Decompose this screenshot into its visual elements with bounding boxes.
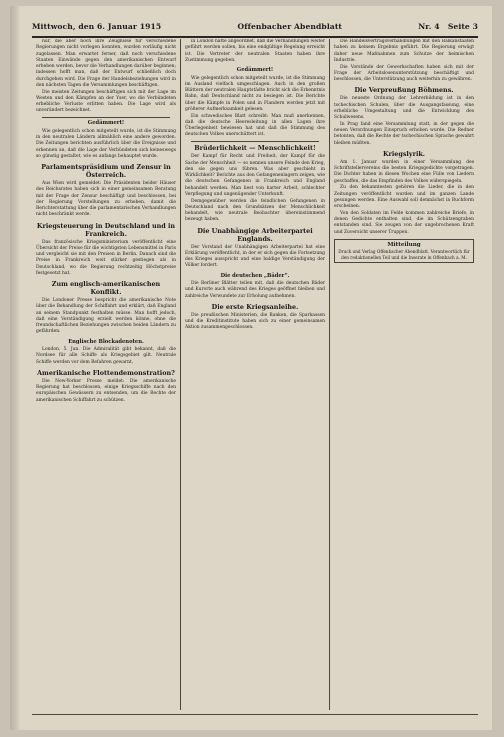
article-paragraph: Der Kampf für Recht und Freiheit, der Kampf für die Sache der Menschheit — so nennen unsere Feinde den Krieg, den sie gegen uns führen. Was aber geschieht in Wirklichkeit? Berichte aus den Gefangenenlagern zeigen, wie die deutschen Gefangenen in Frankreich und England behandelt werden. Man liest von harter Arbeit, schlechter Verpflegung und ungenügender Unterkunft.: [185, 154, 325, 197]
article-subheadline: Gedämmert!: [87, 120, 125, 127]
masthead-date: Mittwoch, den 6. Januar 1915: [32, 22, 162, 31]
article-headline: Die erste Kriegsanleihe.: [211, 302, 299, 311]
newspaper-page: [10, 6, 492, 730]
notice-text: Druck und Verlag Offenbacher Abendblatt. Verantwortlich für den redaktionellen Teil und die Inserate in Offenbach a. M.: [338, 248, 470, 260]
article-paragraph: Wie gelegentlich schon mitgeteilt wurde, ist die Stimmung im Ausland vielfach umgeschlagen. Auch in den großen Blättern der neutralen Hauptstädte bricht sich die Erkenntnis Bahn, daß Deutschland nicht zu besiegen ist. Die Berichte über die Kämpfe in Polen und in Flandern werden jetzt mit größerer Aufmerksamkeit gelesen.: [185, 75, 325, 112]
article-subheadline: Die deutschen „Bäder“.: [220, 272, 290, 279]
article-headline: Parlamentspräsidium und Zensur in Österreich.: [41, 163, 171, 180]
article-headline: Amerikanische Flottendemonstration?: [37, 368, 175, 377]
article-headline: Die Verpreußung Böhmens.: [354, 86, 454, 95]
article-subheadline: Gedämmert!: [236, 67, 274, 73]
article-paragraph: Von den Soldaten im Felde kommen zahlreiche Briefe, in denen Gedichte enthalten sind, die im Schützengraben entstanden sind. Sie zeugen von der ungebrochenen Kraft und Zuversicht unserer Truppen.: [334, 210, 474, 235]
article-paragraph: Zu den bekanntesten gehören die Lieder, die in den Zeitungen veröffentlicht wurden und im ganzen Lande gesungen werden. Eine Auswahl soll demnächst in Buchform erscheinen.: [334, 185, 474, 209]
article-paragraph: Am 1. Januar wurden in einer Versammlung des Schriftstellervereins die besten Kriegsgedichte vorgetragen. Die Dichter haben in diesen Wochen eine Fülle von Liedern geschaffen, die das Empfinden des Volkes widerspiegeln.: [334, 159, 474, 184]
article-paragraph: Der Vorstand der Unabhängigen Arbeiterpartei hat eine Erklärung veröffentlicht, in der er sich gegen die Fortsetzung des Krieges ausspricht und eine baldige Verständigung der Völker fordert.: [185, 244, 325, 269]
column-2: [180, 39, 329, 710]
article-paragraph: Ein schwedisches Blatt schreibt: Man muß anerkennen, daß die deutsche Heeresleitung in allen Lagen ihre Überlegenheit bewiesen hat und daß die Stimmung des deutschen Volkes unerschüttert ist.: [185, 113, 325, 138]
article-paragraph: nur, die aber noch ihre Zeugnisse für verschiedene Regierungen nicht vorlegen konnten, wurden vorläufig nicht zugelassen. Man erwartet ferner, daß noch verschiedene Staaten Einwände gegen den amerikanischen Entwurf erheben werden, bevor die Verhandlungen darüber beginnen; indessen hofft man, daß der Entwurf schließlich doch durchgehen wird. Die Frage der Handelsbeziehungen wird in den nächsten Tagen die Versammlungen beschäftigen.: [36, 39, 176, 88]
article-paragraph: Die Vorstände der Gewerkschaften haben sich mit der Frage der Arbeitslosenunterstützung beschäftigt und beschlossen, die Unterstützung auch weiterhin zu gewähren.: [334, 64, 474, 82]
masthead-rule: [32, 36, 478, 38]
article-paragraph: Die preußischen Ministerien, die Banken, die Sparkassen und die Kreditinstitute haben sich zu einer gemeinsamen Aktion zusammengeschlossen.: [185, 312, 325, 331]
article-paragraph: Die Londoner Presse bespricht die amerikanische Note über die Behandlung der Schiffahrt und erklärt, daß England an seinem Standpunkt festhalten müsse. Man hofft jedoch, daß eine Verständigung erzielt werden könne, ohne die freundschaftlichen Beziehungen zwischen beiden Ländern zu gefährden.: [36, 298, 176, 335]
article-paragraph: Die meisten Zeitungen beschäftigen sich mit der Lage im Westen und den Kämpfen an der Yser, wo die Verbündeten erhebliche Verluste erlitten haben. Die Lage wird als unverändert bezeichnet.: [36, 89, 176, 114]
article-headline: Kriegslyrik.: [382, 149, 426, 158]
masthead-title: Offenbacher Abendblatt: [237, 22, 343, 31]
article-paragraph: Die New-Yorker Presse meldet: Die amerikanische Regierung hat beschlossen, einige Kriegsschiffe nach den europäischen Gewässern zu entsenden, um die Rechte der amerikanischen Schiffahrt zu schützen.: [36, 378, 176, 403]
article-paragraph: Die Berliner Blätter teilen mit, daß die deutschen Bäder und Kurorte auch während des Krieges geöffnet bleiben und zahlreiche Verwundete zur Erholung aufnehmen.: [185, 281, 325, 299]
section-divider: [42, 117, 170, 118]
article-paragraph: London, 5. Jan. Die Admiralität gibt bekannt, daß die Nordsee für alle Schiffe als Kriegsgebiet gilt. Neutrale Schiffe werden vor dem Befahren gewarnt.: [36, 347, 176, 365]
article-paragraph: Wie gelegentlich schon mitgeteilt wurde, ist die Stimmung in den neutralen Ländern allmählich eine andere geworden. Die Zeitungen berichten ausführlich über die Ereignisse und erkennen an, daß die Lage der Verbündeten sich keineswegs so günstig gestaltet, wie es anfangs behauptet wurde.: [36, 128, 176, 159]
article-paragraph: In Prag fand eine Versammlung statt, in der gegen die neuen Verordnungen Einspruch erhoben wurde. Die Redner betonten, daß die Rechte der tschechischen Sprache gewahrt bleiben müßten.: [334, 121, 474, 146]
article-paragraph: Aus Wien wird gemeldet: Die Präsidenten beider Häuser des Reichsrates haben sich in einer gemeinsamen Beratung mit der Frage der Zensur beschäftigt und beschlossen, bei der Regierung Vorstellungen zu erheben, damit die Berichterstattung über die parlamentarischen Verhandlungen nicht beschränkt werde.: [36, 181, 176, 218]
page-edge: [10, 6, 20, 730]
article-paragraph: Die neueste Ordnung der Lehrerbildung ist in den tschechischen Schulen, über die Ausgangsfassung, eine erhebliche Umgestaltung und die Entwicklung des Schulwesens.: [334, 96, 474, 120]
column-1: [32, 39, 180, 710]
section-divider: [191, 141, 319, 142]
article-headline: Kriegsteuerung in Deutschland und in Frankreich.: [36, 221, 176, 238]
article-headline: Die Unabhängige Arbeiterpartei Englands.: [197, 226, 313, 243]
page-footer-rule: [32, 714, 478, 722]
article-paragraph: Das französische Kriegsministerium veröffentlicht eine Übersicht der Preise für die wichtigsten Lebensmittel in Paris und vergleicht sie mit den Preisen in Berlin. Danach sind die Preise in Frankreich weit stärker gestiegen als in Deutschland, wo die Regierung rechtzeitig Höchstpreise festgesetzt hat.: [36, 239, 176, 276]
text-columns: [32, 39, 478, 710]
article-headline: Zum englisch-amerikanischen Konflikt.: [51, 280, 161, 297]
article-headline: Brüderlichkeit — Menschlichkeit!: [194, 144, 316, 153]
masthead-issue: Nr. 4: [418, 22, 440, 31]
article-paragraph: Die Handelsvertragsverhandlungen mit den Balkanstaaten haben zu keinem Ergebnis geführt. Die Regierung erwägt daher neue Maßnahmen zum Schutze der heimischen Industrie.: [334, 39, 474, 63]
article-paragraph: Demgegenüber werden die feindlichen Gefangenen in Deutschland nach den Grundsätzen der Menschlichkeit behandelt, wie neutrale Beobachter übereinstimmend bezeugt haben.: [185, 198, 325, 223]
article-subheadline: Englische Blockadenoten.: [68, 338, 144, 345]
column-3: [329, 39, 478, 710]
masthead-issue-page: [418, 22, 478, 31]
article-paragraph: in London hatte angeordnet, daß die Verhandlungen weiter geführt werden sollen, bis eine endgültige Regelung erreicht ist. Die Vertreter der neutralen Staaten haben ihre Zustimmung gegeben.: [185, 39, 325, 63]
masthead: [32, 22, 478, 36]
notice-box: [334, 239, 474, 264]
notice-title: Mitteilung: [387, 241, 421, 248]
masthead-page: Seite 3: [447, 22, 478, 31]
